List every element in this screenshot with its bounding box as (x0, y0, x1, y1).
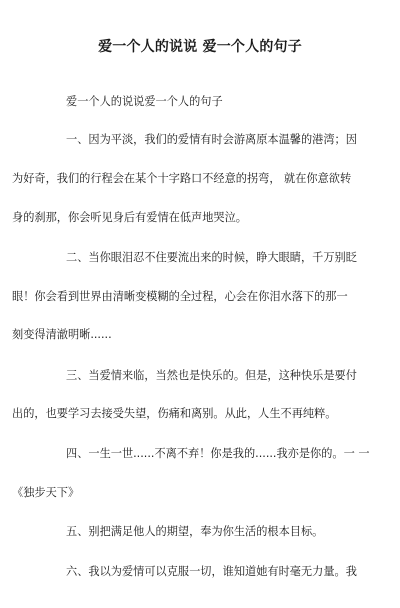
subtitle-line: 爱一个人的说说爱一个人的句子 (66, 95, 223, 108)
paragraph-2-line-1: 二、当你眼泪忍不住要流出来的时候，睁大眼睛，千万别眨 (66, 251, 357, 264)
paragraph-2-line-2: 眼！你会看到世界由清晰变模糊的全过程，心会在你泪水落下的那一 (12, 290, 348, 303)
paragraph-2-line-3: 刻变得清澈明晰...... (12, 328, 112, 341)
paragraph-1-line-1: 一、因为平淡，我们的爱情有时会游离原本温馨的港湾；因 (66, 133, 357, 146)
page-title: 爱一个人的说说 爱一个人的句子 (98, 39, 302, 55)
paragraph-4-line-2: 《独步天下》 (12, 486, 80, 499)
paragraph-3-line-2: 出的，也要学习去接受失望，伤痛和离别。从此，人生不再纯粹。 (12, 407, 337, 420)
paragraph-3-line-1: 三、当爱情来临，当然也是快乐的。但是，这种快乐是要付 (66, 369, 357, 382)
paragraph-4-line-1: 四、一生一世......不离不弃！你是我的......我亦是你的。一 一 (66, 447, 370, 460)
paragraph-5-line-1: 五、别把满足他人的期望，奉为你生活的根本目标。 (66, 525, 324, 538)
paragraph-1-line-3: 身的刹那，你会听见身后有爱情在低声地哭泣。 (12, 211, 247, 224)
paragraph-1-line-2: 为好奇，我们的行程会在某个十字路口不经意的拐弯， 就在你意欲转 (12, 172, 352, 185)
paragraph-6-line-1: 六、我以为爱情可以克服一切，谁知道她有时毫无力量。我 (66, 565, 357, 578)
